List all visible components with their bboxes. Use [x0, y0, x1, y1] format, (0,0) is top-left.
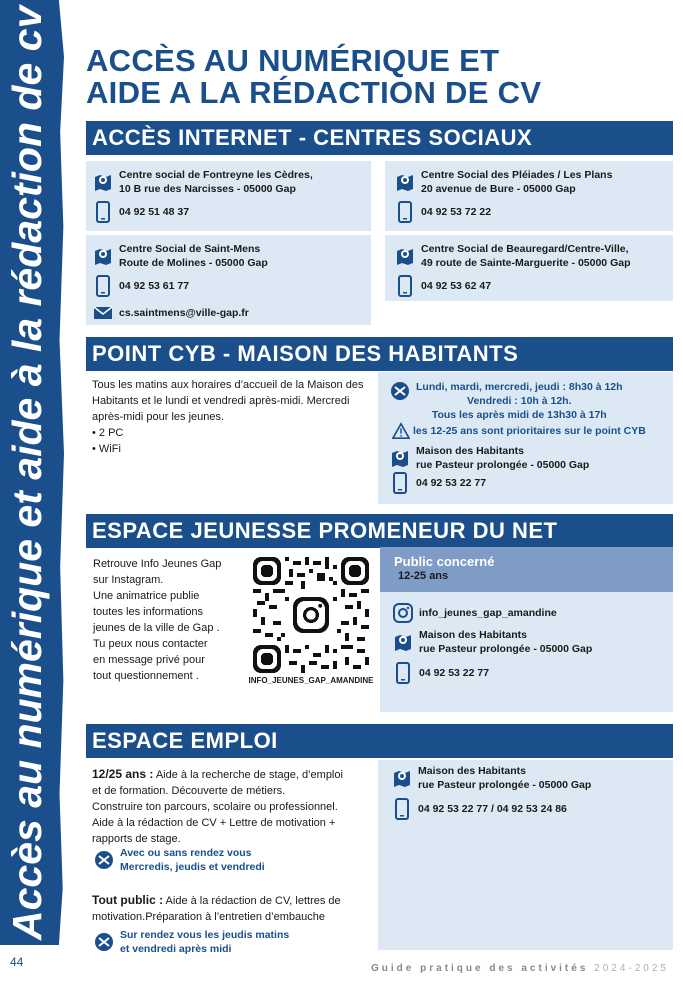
cyb-hours-line2: Vendredi : 10h à 12h. — [467, 395, 572, 407]
jeunesse-description-line: Retrouve Info Jeunes Gap — [93, 558, 222, 570]
clock-tools-icon — [94, 849, 114, 871]
center-name: Centre Social de Saint-Mens — [119, 243, 261, 255]
emploi-public-label: Tout public : — [92, 893, 164, 907]
cyb-description-text: Tous les matins aux horaires d’accueil de la Maison des Habitants et le lundi et vendredi après-midi. Mercredi après-midi pour les jeunes. — [92, 379, 364, 423]
clock-tools-icon — [390, 380, 410, 402]
map-pin-icon — [93, 171, 113, 193]
center-phone-row — [395, 201, 491, 223]
emploi-line: rapports de stage. — [92, 833, 181, 845]
emploi-public — [92, 892, 377, 925]
cyb-address: rue Pasteur prolongée - 05000 Gap — [416, 459, 590, 471]
map-pin-icon — [390, 447, 410, 469]
instagram-icon — [393, 602, 413, 624]
jeunesse-address-row — [393, 628, 592, 656]
cyb-warning-row — [392, 422, 646, 440]
center-phone[interactable]: 04 92 51 48 37 — [119, 206, 190, 218]
emploi-address-row — [392, 764, 591, 792]
phone-icon — [390, 472, 410, 494]
phone-icon — [392, 798, 412, 820]
page-number: 44 — [10, 955, 24, 969]
emploi-public-text-2: motivation.Préparation à l’entretien d’embauche — [92, 911, 325, 923]
jeunesse-description-line: Tu peux nous contacter — [93, 638, 208, 650]
jeunesse-description-line: Une animatrice publie — [93, 590, 200, 602]
emploi-rdv2-line1: Sur rendez vous les jeudis matins — [120, 929, 290, 941]
center-phone[interactable]: 04 92 53 72 22 — [421, 206, 492, 218]
phone-icon — [93, 275, 113, 297]
jeunesse-phone[interactable]: 04 92 53 22 77 — [419, 667, 490, 679]
emploi-rdv2-row — [94, 928, 289, 956]
center-phone[interactable]: 04 92 53 62 47 — [421, 280, 492, 292]
emploi-line: Construire ton parcours, scolaire ou professionnel. — [92, 801, 338, 813]
qr-code-graphic — [253, 557, 369, 673]
phone-icon — [393, 662, 413, 684]
jeunesse-address: rue Pasteur prolongée - 05000 Gap — [419, 643, 593, 655]
jeunesse-description-line: toutes les informations — [93, 606, 204, 618]
emploi-rdv1-line2: Mercredis, jeudis et vendredi — [120, 861, 265, 873]
footer-label: Guide pratique des activités — [371, 963, 589, 974]
cyb-item: • WiFi — [92, 443, 121, 455]
center-name: Centre Social de Beauregard/Centre-Ville, — [421, 243, 629, 255]
cyb-item: • 2 PC — [92, 427, 124, 439]
cyb-address-row — [390, 444, 589, 472]
qr-code-label: INFO_JEUNES_GAP_AMANDINE — [248, 676, 374, 685]
center-phone-row — [93, 201, 189, 223]
public-age: 12-25 ans — [398, 570, 449, 582]
emploi-age-text: Aide à la recherche de stage, d’emploi — [153, 769, 343, 781]
center-email-row — [93, 302, 249, 324]
cyb-hours-line3: Tous les après midi de 13h30 à 17h — [431, 409, 607, 421]
envelope-icon — [93, 302, 113, 324]
emploi-public-text: Aide à la rédaction de CV, lettres de — [163, 895, 341, 907]
emploi-line: Aide à la rédaction de CV + Lettre de motivation + — [92, 817, 336, 829]
jeunesse-description-line: jeunes de la ville de Gap . — [93, 622, 220, 634]
center-address-row — [395, 242, 631, 270]
center-email[interactable]: cs.saintmens@ville-gap.fr — [119, 307, 249, 319]
cyb-phone-row — [390, 472, 486, 494]
page-title-line1: ACCÈS AU NUMÉRIQUE ET — [86, 43, 500, 78]
section-header-cyb: POINT CYB - MAISON DES HABITANTS — [86, 337, 673, 371]
center-address-row — [93, 242, 268, 270]
center-phone[interactable]: 04 92 53 61 77 — [119, 280, 190, 292]
warning-icon — [392, 422, 410, 440]
emploi-phone[interactable]: 04 92 53 22 77 / 04 92 53 24 86 — [418, 803, 567, 815]
jeunesse-description — [93, 556, 253, 684]
emploi-line: et de formation. Découverte de métiers. — [92, 785, 286, 797]
map-pin-icon — [395, 245, 415, 267]
public-title: Public concerné — [394, 554, 495, 569]
emploi-age-line — [92, 766, 377, 783]
section-header-emploi: ESPACE EMPLOI — [86, 724, 673, 758]
emploi-rdv2-line2: et vendredi après midi — [120, 943, 232, 955]
phone-icon — [93, 201, 113, 223]
map-pin-icon — [93, 245, 113, 267]
center-address-row — [93, 168, 313, 196]
page-footer — [371, 963, 669, 974]
section-header-jeunesse: ESPACE JEUNESSE PROMENEUR DU NET — [86, 514, 673, 548]
center-phone-row — [93, 275, 189, 297]
phone-icon — [395, 201, 415, 223]
map-pin-icon — [392, 767, 412, 789]
section-header-internet: ACCÈS INTERNET - CENTRES SOCIAUX — [86, 121, 673, 155]
phone-icon — [395, 275, 415, 297]
jeunesse-phone-row — [393, 662, 489, 684]
center-address: 10 B rue des Narcisses - 05000 Gap — [119, 183, 296, 195]
center-name: Centre social de Fontreyne les Cèdres, — [119, 169, 313, 181]
center-name: Centre Social des Pléiades / Les Plans — [421, 169, 613, 181]
cyb-hours-line1: Lundi, mardi, mercredi, jeudi : 8h30 à 12h — [416, 381, 623, 393]
emploi-age-label: 12/25 ans : — [92, 767, 154, 781]
instagram-handle[interactable]: info_jeunes_gap_amandine — [419, 607, 557, 619]
instagram-row — [393, 602, 557, 624]
footer-years: 2024-2025 — [594, 963, 669, 974]
jeunesse-place: Maison des Habitants — [419, 629, 527, 641]
emploi-address: rue Pasteur prolongée - 05000 Gap — [418, 779, 592, 791]
emploi-phone-row — [392, 798, 567, 820]
emploi-rdv1-line1: Avec ou sans rendez vous — [120, 847, 252, 859]
cyb-hours-row — [390, 380, 623, 422]
cyb-place: Maison des Habitants — [416, 445, 524, 457]
emploi-description — [92, 766, 377, 847]
center-phone-row — [395, 275, 491, 297]
center-address: Route de Molines - 05000 Gap — [119, 257, 268, 269]
public-header — [380, 547, 673, 592]
cyb-warning-text: les 12-25 ans sont prioritaires sur le point CYB — [413, 425, 646, 437]
jeunesse-description-line: sur Instagram. — [93, 574, 164, 586]
center-address: 20 avenue de Bure - 05000 Gap — [421, 183, 576, 195]
map-pin-icon — [393, 631, 413, 653]
center-address-row — [395, 168, 612, 196]
jeunesse-description-line: en message privé pour — [93, 654, 205, 666]
map-pin-icon — [395, 171, 415, 193]
cyb-description — [92, 377, 372, 457]
sidebar-vertical-title: Accès au numérique et aide à la rédaction de cv — [4, 5, 50, 940]
clock-tools-icon — [94, 931, 114, 953]
instagram-qr-code[interactable] — [253, 557, 369, 673]
page-title — [86, 45, 666, 109]
center-address: 49 route de Sainte-Marguerite - 05000 Gap — [421, 257, 631, 269]
jeunesse-description-line: tout questionnement . — [93, 670, 199, 682]
page-title-line2: AIDE A LA RÉDACTION DE CV — [86, 75, 542, 110]
cyb-phone[interactable]: 04 92 53 22 77 — [416, 477, 487, 489]
emploi-place: Maison des Habitants — [418, 765, 526, 777]
emploi-rdv1-row — [94, 846, 265, 874]
